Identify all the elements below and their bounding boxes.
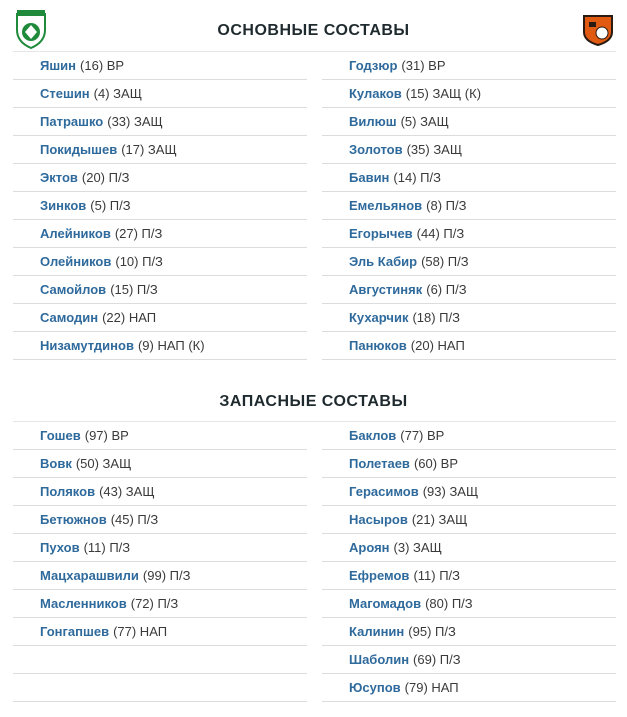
- player-number-position: (99) П/З: [142, 568, 191, 583]
- player-row: [322, 618, 616, 646]
- player-row: [13, 108, 307, 136]
- player-name[interactable]: Магомадов: [349, 596, 422, 611]
- player-number-position: (44) П/З: [416, 226, 465, 241]
- player-name[interactable]: Годзюр: [349, 58, 398, 73]
- player-number-position: (72) П/З: [130, 596, 179, 611]
- player-row: [13, 562, 307, 590]
- player-name[interactable]: Кулаков: [349, 86, 402, 101]
- player-name[interactable]: Алейников: [40, 226, 111, 241]
- player-row: [13, 276, 307, 304]
- player-name[interactable]: Пухов: [40, 540, 80, 555]
- player-name[interactable]: Бетюжнов: [40, 512, 107, 527]
- player-name[interactable]: Августиняк: [349, 282, 423, 297]
- player-name[interactable]: Гошев: [40, 428, 81, 443]
- player-name[interactable]: Стешин: [40, 86, 90, 101]
- player-row: [322, 220, 616, 248]
- player-number-position: (97) ВР: [84, 428, 129, 443]
- player-number-position: (93) ЗАЩ: [422, 484, 479, 499]
- player-name[interactable]: Зинков: [40, 198, 87, 213]
- player-name[interactable]: Шаболин: [349, 652, 410, 667]
- player-row: [13, 590, 307, 618]
- player-name[interactable]: Вилюш: [349, 114, 397, 129]
- player-name[interactable]: Егорычев: [349, 226, 413, 241]
- player-name[interactable]: Вовк: [40, 456, 72, 471]
- player-name[interactable]: Калинин: [349, 624, 405, 639]
- home-subs-list: [13, 422, 307, 702]
- player-name[interactable]: Самойлов: [40, 282, 107, 297]
- player-name[interactable]: Низамутдинов: [40, 338, 134, 353]
- player-row: [322, 192, 616, 220]
- player-number-position: (15) П/З: [110, 282, 158, 297]
- player-row: [322, 422, 616, 450]
- player-number-position: (33) ЗАЩ: [107, 114, 163, 129]
- player-row: [13, 304, 307, 332]
- player-name[interactable]: Емельянов: [349, 198, 423, 213]
- player-row: [13, 192, 307, 220]
- player-number-position: (9) НАП (К): [137, 338, 205, 353]
- player-row: [13, 220, 307, 248]
- player-row: [13, 164, 307, 192]
- player-row: [322, 248, 616, 276]
- player-number-position: (16) ВР: [80, 58, 125, 73]
- player-row: [13, 80, 307, 108]
- player-row: [322, 646, 616, 674]
- player-number-position: (11) П/З: [413, 568, 461, 583]
- player-row: [13, 136, 307, 164]
- player-row: [322, 80, 616, 108]
- starters-title: ОСНОВНЫЕ СОСТАВЫ: [217, 22, 410, 39]
- away-subs-list: [322, 422, 616, 702]
- player-number-position: (58) П/З: [421, 254, 469, 269]
- player-number-position: (95) П/З: [408, 624, 456, 639]
- player-name[interactable]: Самодин: [40, 310, 99, 325]
- player-row: [322, 276, 616, 304]
- player-number-position: (79) НАП: [404, 680, 459, 695]
- player-name[interactable]: Ароян: [349, 540, 390, 555]
- player-row: [13, 450, 307, 478]
- player-number-position: (5) П/З: [90, 198, 131, 213]
- player-row: [13, 674, 307, 702]
- player-row: [322, 164, 616, 192]
- player-name[interactable]: Юсупов: [349, 680, 401, 695]
- player-number-position: (8) П/З: [426, 198, 467, 213]
- player-row: [322, 332, 616, 360]
- player-number-position: (4) ЗАЩ: [93, 86, 142, 101]
- player-name[interactable]: Бавин: [349, 170, 390, 185]
- player-number-position: (3) ЗАЩ: [393, 540, 442, 555]
- player-name[interactable]: Покидышев: [40, 142, 118, 157]
- player-name[interactable]: Эль Кабир: [349, 254, 418, 269]
- player-number-position: (27) П/З: [114, 226, 163, 241]
- player-name[interactable]: Панюков: [349, 338, 407, 353]
- player-row: [13, 646, 307, 674]
- player-number-position: (60) ВР: [413, 456, 459, 471]
- player-number-position: (18) П/З: [412, 310, 460, 325]
- player-name[interactable]: Золотов: [349, 142, 403, 157]
- player-number-position: (20) П/З: [81, 170, 130, 185]
- player-number-position: (31) ВР: [401, 58, 446, 73]
- player-row: [13, 506, 307, 534]
- player-row: [322, 52, 616, 80]
- player-row: [322, 562, 616, 590]
- player-name[interactable]: Баклов: [349, 428, 397, 443]
- player-row: [13, 618, 307, 646]
- player-number-position: (10) П/З: [115, 254, 163, 269]
- player-name[interactable]: Полетаев: [349, 456, 410, 471]
- player-row: [13, 52, 307, 80]
- player-number-position: (6) П/З: [426, 282, 467, 297]
- player-name[interactable]: Поляков: [40, 484, 96, 499]
- player-number-position: (43) ЗАЩ: [99, 484, 155, 499]
- player-number-position: (45) П/З: [110, 512, 159, 527]
- player-row: [322, 450, 616, 478]
- player-name[interactable]: Герасимов: [349, 484, 419, 499]
- player-row: [13, 478, 307, 506]
- player-number-position: (80) П/З: [425, 596, 473, 611]
- player-row: [322, 534, 616, 562]
- player-number-position: (77) НАП: [113, 624, 168, 639]
- player-row: [322, 136, 616, 164]
- player-row: [322, 506, 616, 534]
- player-number-position: (22) НАП: [102, 310, 157, 325]
- player-row: [322, 674, 616, 702]
- player-number-position: (5) ЗАЩ: [400, 114, 449, 129]
- player-row: [13, 332, 307, 360]
- player-number-position: (35) ЗАЩ: [406, 142, 463, 157]
- player-name[interactable]: Эктов: [40, 170, 78, 185]
- player-name[interactable]: Яшин: [40, 58, 77, 73]
- away-starters-list: [322, 52, 616, 360]
- player-name[interactable]: Масленников: [40, 596, 127, 611]
- player-name[interactable]: Кухарчик: [349, 310, 409, 325]
- player-number-position: (50) ЗАЩ: [75, 456, 132, 471]
- player-row: [13, 248, 307, 276]
- player-number-position: (14) П/З: [393, 170, 441, 185]
- player-row: [322, 590, 616, 618]
- player-number-position: (15) ЗАЩ (К): [405, 86, 482, 101]
- player-name[interactable]: Олейников: [40, 254, 112, 269]
- player-row: [13, 534, 307, 562]
- player-number-position: (77) ВР: [400, 428, 445, 443]
- subs-title: ЗАПАСНЫЕ СОСТАВЫ: [219, 393, 408, 410]
- player-row: [322, 478, 616, 506]
- player-name[interactable]: Ефремов: [349, 568, 410, 583]
- home-starters-list: [13, 52, 307, 360]
- player-number-position: (21) ЗАЩ: [411, 512, 468, 527]
- player-row: [13, 422, 307, 450]
- player-row: [322, 108, 616, 136]
- player-number-position: (11) П/З: [83, 540, 131, 555]
- player-name[interactable]: Гонгапшев: [40, 624, 110, 639]
- player-name[interactable]: Мацхарашвили: [40, 568, 139, 583]
- player-name[interactable]: Насыров: [349, 512, 408, 527]
- player-number-position: (69) П/З: [413, 652, 461, 667]
- player-name[interactable]: Патрашко: [40, 114, 104, 129]
- player-row: [322, 304, 616, 332]
- player-number-position: (20) НАП: [410, 338, 465, 353]
- player-number-position: (17) ЗАЩ: [121, 142, 177, 157]
